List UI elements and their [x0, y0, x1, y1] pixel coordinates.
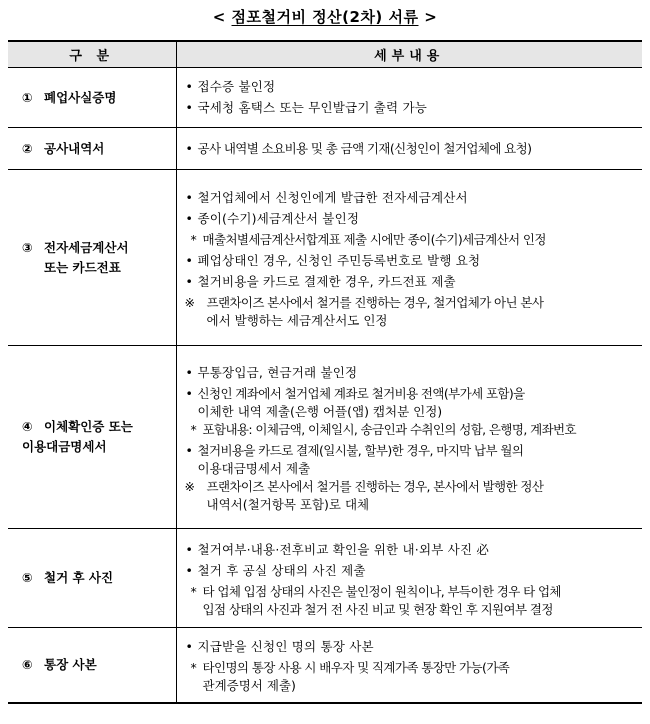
list-item: • 종이(수기)세금계산서 불인정 [185, 210, 637, 228]
row-details [176, 346, 642, 529]
list-item: • 지급받을 신청인 명의 통장 사본 [185, 638, 637, 656]
header-details: 세부내용 [176, 41, 642, 68]
header-category: 구 분 [8, 41, 176, 68]
table-row [8, 128, 642, 170]
note-item [185, 421, 637, 439]
row-label: 공사내역서 [44, 140, 105, 156]
note-text: 관계증명서 제출) [202, 677, 296, 693]
reference-mark: ※ [184, 294, 195, 310]
note-text: 포함내용: 이체금액, 이체일시, 송금인과 수취인의 성함, 은행명, 계좌번호 [202, 421, 576, 437]
note-mark: * [190, 583, 197, 599]
row-number: ③ [22, 239, 33, 255]
reference-text: 프랜차이즈 본사에서 철거를 진행하는 경우, 본사에서 발행한 정산 [206, 478, 544, 494]
row-label: 철거 후 사진 [44, 570, 114, 585]
row-label: 전자세금계산서 [44, 239, 129, 255]
note-text: 매출처별세금계산서합계표 제출 시에만 종이(수기)세금계산서 인정 [202, 231, 546, 247]
row-category [8, 170, 176, 346]
list-item: • 철거비용을 카드로 결제한 경우, 카드전표 제출 [185, 273, 637, 291]
note-item [185, 583, 637, 601]
list-item-cont: 이용대금명세서 제출 [197, 460, 311, 476]
row-label: 이체확인증 또는 [44, 419, 133, 434]
note-item [185, 659, 637, 677]
reference-text: 내역서(철거항목 포함)로 대체 [206, 496, 370, 512]
row-number: ⑤ [22, 570, 33, 585]
page-title [0, 6, 650, 27]
note-mark: * [190, 421, 197, 437]
row-label-line2: 또는 카드전표 [44, 259, 121, 275]
table-row [8, 170, 642, 346]
row-label-line2: 이용대금명세서 [22, 439, 107, 454]
row-category [8, 529, 176, 628]
row-details [176, 170, 642, 346]
title-text: 점포철거비 정산(2차) 서류 [231, 8, 419, 26]
list-item: • 철거여부·내용·전후비교 확인을 위한 내·외부 사진 必 [185, 541, 637, 559]
note-item [185, 231, 637, 249]
list-item: • 국세청 홈택스 또는 무인발급기 출력 가능 [185, 99, 637, 117]
row-category [8, 346, 176, 529]
row-details [176, 628, 642, 703]
row-number: ② [22, 140, 33, 156]
list-item: • 무통장입금, 현금거래 불인정 [185, 364, 637, 382]
reference-text: 에서 발행하는 세금계산서도 인정 [206, 312, 388, 328]
reference-mark: ※ [184, 478, 195, 494]
table-row [8, 68, 642, 128]
table-row [8, 346, 642, 529]
row-label: 폐업사실증명 [44, 89, 117, 105]
list-item: • 공사 내역별 소요비용 및 총 금액 기재(신청인이 철거업체에 요청) [185, 140, 637, 158]
row-category [8, 628, 176, 703]
table-header-row [8, 41, 642, 68]
row-details [176, 529, 642, 628]
table-row [8, 529, 642, 628]
note-item-cont [185, 677, 637, 695]
reference-text: 프랜차이즈 본사에서 철거를 진행하는 경우, 철거업체가 아닌 본사 [206, 294, 544, 310]
note-mark: * [190, 659, 197, 675]
document-table [8, 40, 642, 704]
row-category [8, 68, 176, 128]
list-item-cont: 이체한 내역 제출(은행 어플(앱) 캡처분 인정) [197, 403, 443, 419]
note-text: 타인명의 통장 사용 시 배우자 및 직계가족 통장만 가능(가족 [202, 659, 510, 675]
row-details [176, 128, 642, 170]
row-number: ① [22, 89, 33, 105]
list-item: • 접수증 불인정 [185, 78, 637, 96]
title-open-bracket: < [212, 8, 226, 26]
list-item: • 신청인 계좌에서 철거업체 계좌로 철거비용 전액(부가세 포함)을 [185, 385, 637, 403]
row-number: ④ [22, 419, 33, 434]
reference-item-cont [185, 312, 637, 330]
row-category [8, 128, 176, 170]
list-item: • 철거업체에서 신청인에게 발급한 전자세금계산서 [185, 189, 637, 207]
list-item: • 철거 후 공실 상태의 사진 제출 [185, 562, 637, 580]
note-mark: * [190, 231, 197, 247]
note-text: 타 업체 입점 상태의 사진은 불인정이 원칙이나, 부득이한 경우 타 업체 [202, 583, 561, 599]
title-close-bracket: > [424, 8, 438, 26]
reference-item-cont [185, 496, 637, 514]
note-item-cont [185, 601, 637, 619]
list-item: • 철거비용을 카드로 결제(일시불, 할부)한 경우, 마지막 납부 월의 [185, 442, 637, 460]
reference-item [185, 478, 637, 496]
note-text: 입점 상태의 사진과 철거 전 사진 비교 및 현장 확인 후 지원여부 결정 [202, 601, 553, 617]
list-item: • 폐업상태인 경우, 신청인 주민등록번호로 발행 요청 [185, 252, 637, 270]
row-number: ⑥ [22, 656, 33, 672]
row-details [176, 68, 642, 128]
row-label: 통장 사본 [44, 656, 97, 672]
reference-item [185, 294, 637, 312]
table-row [8, 628, 642, 703]
